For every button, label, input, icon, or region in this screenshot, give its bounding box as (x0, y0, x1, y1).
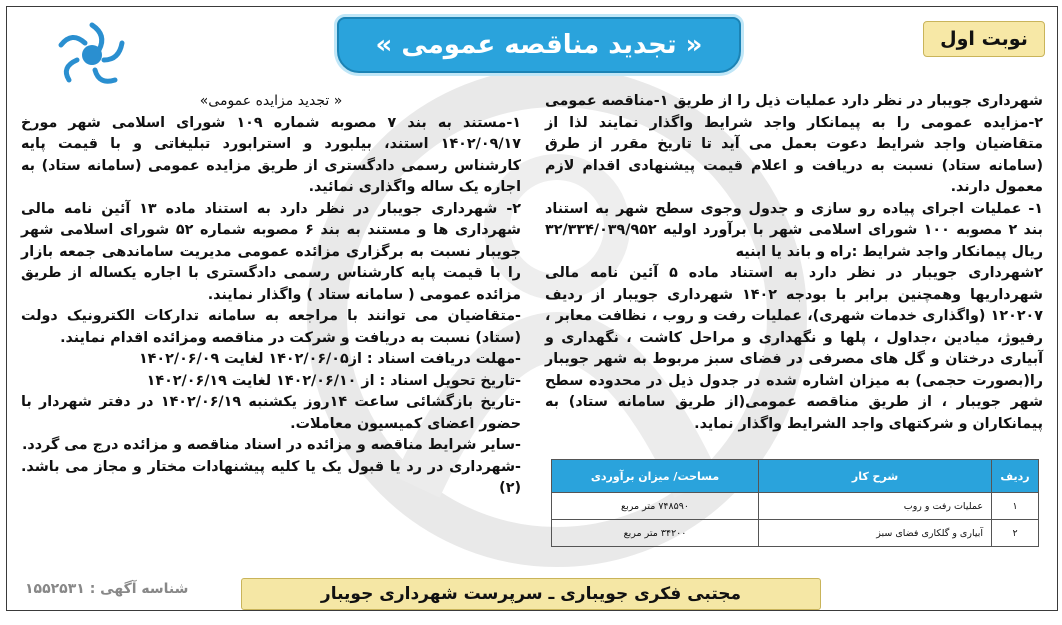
row-area: ۳۴۲۰۰ متر مربع (552, 520, 759, 547)
table-row (552, 493, 1039, 520)
row-description: عملیات رفت و روب (759, 493, 992, 520)
advertisement-page (6, 6, 1058, 611)
row-number: ۱ (992, 493, 1039, 520)
cleaning-item-paragraph: ۲شهرداری جویبار در نظر دارد به استناد ماده ۵ آئین نامه مالی شهرداریها وهمچنین برابر با بودجه ۱۴۰۲ شهرداری جویبار از ردیف ۱۲۰۲۰۷ (واگذاری خدمات شهری)، عملیات رفت و روب ، نظافت معابر ، رفیوژ، میادین ،جداول ، پلها و نگهداری و مراحل کاشت ، نگهداری و آبیاری درختان و گل های مصرفی در فضای سبز مربوط به شهر جویبار را(بصورت حجمی) به میزان اشاره شده در جدول ذیل در محدوده سطح شهر جویبار ، از طریق مناقصه عمومی(از طریق سامانه ستاد) به پیمانکاران و شرکتهای واجد الشرایط واگذار نماید. (545, 265, 1043, 432)
left-paragraph: ۲- شهرداری جویبار در نظر دارد به استناد ماده ۱۳ آئین نامه مالی شهرداری ها و مستند به بند ۶ مصوبه شماره ۵۲ شورای اسلامی شهر جویبار نسبت به برگزاری مزائده عمومی مدیریت ساماندهی جمعه بازار را با قیمت پایه کارشناس رسمی دادگستری با اجاره یکساله از طریق مزائده عمومی ( سامانه ستاد ) واگذار نمایند. (21, 200, 521, 303)
row-number: ۲ (992, 520, 1039, 547)
row-area: ۷۴۸۵۹۰ متر مربع (552, 493, 759, 520)
round-label: نوبت اول (923, 21, 1045, 57)
ad-id: شناسه آگهی : ۱۵۵۲۵۳۱ (25, 581, 189, 597)
table-header-row (552, 460, 1039, 493)
left-paragraph: -سایر شرایط مناقصه و مزائده در اسناد مناقصه و مزائده درج می گردد. (21, 437, 521, 453)
row-description: آبیاری و گلکاری فضای سبز (759, 520, 992, 547)
col-header-description: شرح کار (759, 460, 992, 493)
col-header-row-number: ردیف (992, 460, 1039, 493)
page-title: « تجدید مناقصه عمومی » (337, 17, 741, 73)
sidewalk-item-paragraph: ۱- عملیات اجرای پیاده رو سازی و جدول وجوی سطح شهر به استناد بند ۲ مصوبه ۱۰۰ شورای اسلامی شهر با برآورد اولیه ۳۲/۳۳۴/۰۳۹/۹۵۲ ریال پیمانکار واجد شرایط :راه و باند یا ابنیه (545, 200, 1044, 260)
work-items-table (551, 459, 1039, 547)
document-receive-deadline: -مهلت دریافت اسناد : از۱۴۰۲/۰۶/۰۵ لغایت ۱۴۰۲/۰۶/۰۹ (138, 351, 521, 367)
left-paragraph: ۱-مستند به بند ۷ مصوبه شماره ۱۰۹ شورای اسلامی شهر مورخ ۱۴۰۲/۰۹/۱۷ استند، بیلبورد و استرابورد تبلیغاتی و با قیمت پایه کارشناس رسمی دادگستری از طریق مزایده عمومی (سامانه ستاد) به اجاره یک ساله واگذاری نمائید. (21, 114, 521, 195)
col-header-area: مساحت/ میزان برآوردی (552, 460, 759, 493)
document-delivery-date: -تاریخ تحویل اسناد : از ۱۴۰۲/۰۶/۱۰ لغایت ۱۴۰۲/۰۶/۱۹ (146, 372, 521, 389)
intro-paragraph: شهرداری جویبار در نظر دارد عملیات ذیل را از طریق ۱-مناقصه عمومی ۲-مزایده عمومی را به پیمانکار واجد شرایط واگذار نمایند لذا از متقاضیان واجد شرایط دعوت بعمل می آید تا تاریخ مقرر از طرق (سامانه ستاد) نسبت به دریافت و اعلام قیمت پیشنهادی اقدام لازم معمول دارند. (545, 93, 1043, 195)
auction-subheading: « تجدید مزایده عمومی» (199, 93, 343, 109)
left-column (21, 91, 521, 500)
table-row (552, 520, 1039, 547)
right-column (545, 91, 1043, 435)
left-paragraph: -متقاضیان می توانند با مراجعه به سامانه تدارکات الکترونیک دولت (ستاد) نسبت به دریافت و شرکت در مناقصه ومزائده اقدام نمایند. (21, 308, 521, 346)
signature-banner: مجتبی فکری جویباری ـ سرپرست شهرداری جویبار (241, 578, 821, 610)
opening-date: -تاریخ بازگشائی ساعت ۱۴روز یکشنبه ۱۴۰۲/۰۶/۱۹ در دفتر شهردار با حضور اعضای کمیسیون معاملات. (21, 394, 521, 432)
left-paragraph: -شهرداری در رد یا قبول یک یا کلیه پیشنهادات مختار و مجاز می باشد.(۲) (21, 458, 521, 496)
municipality-logo-icon (47, 15, 137, 93)
